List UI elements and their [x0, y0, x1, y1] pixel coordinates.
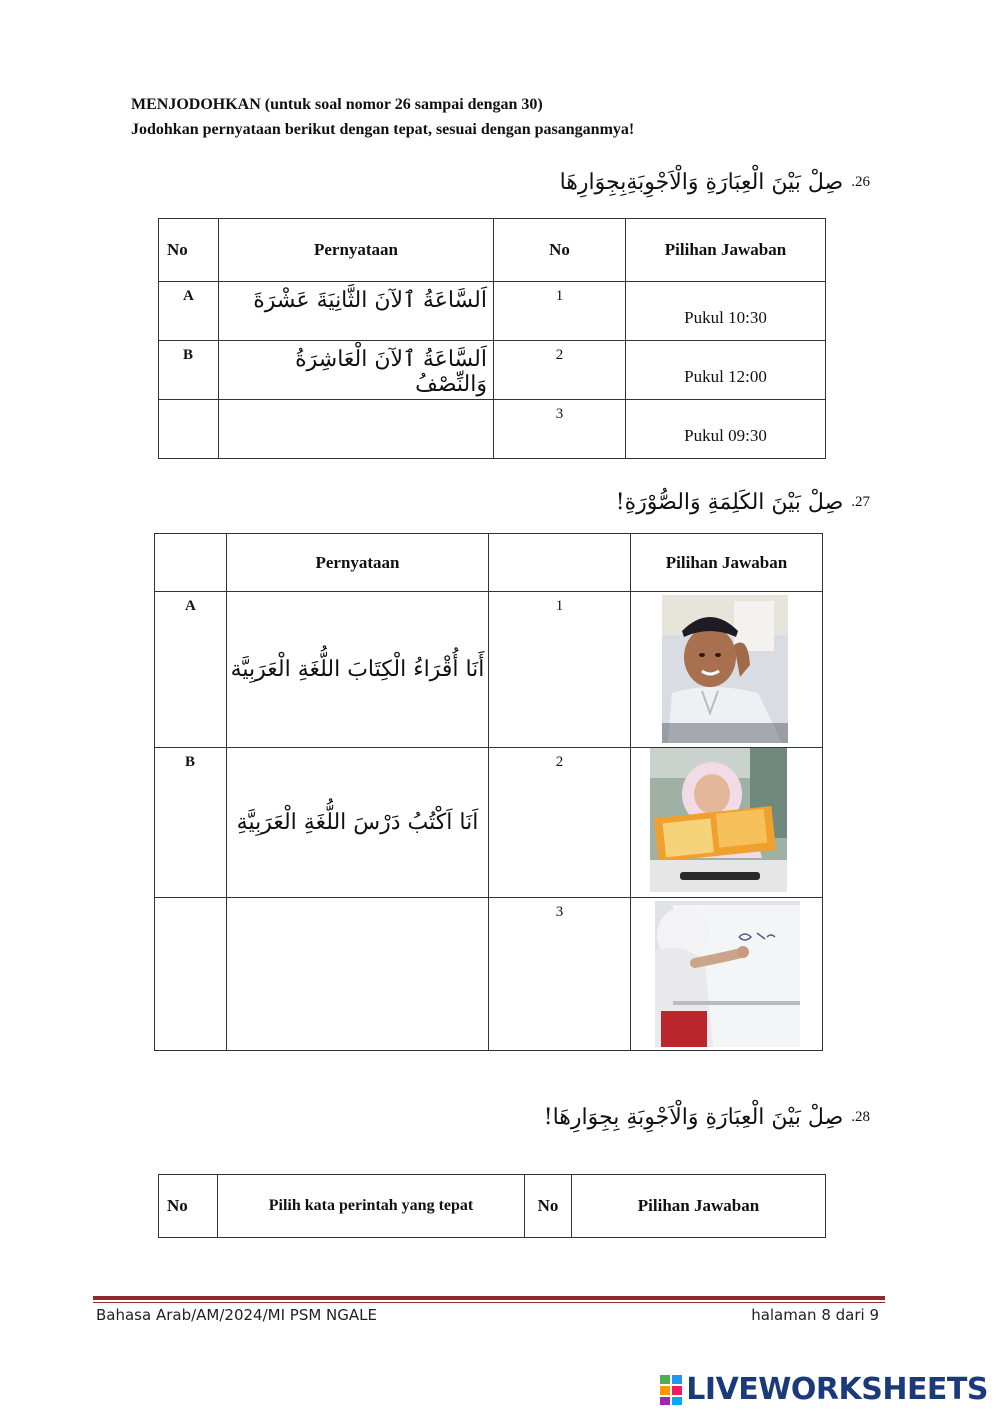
header-pernyataan: Pernyataan [227, 534, 489, 592]
question-28-instruction: صِلْ بَيْنَ الْعِبَارَةِ وَالْاَجْوِبَةِ بِجِوَارِهَا! [543, 1105, 844, 1130]
header-pilih-kata: Pilih kata perintah yang tepat [218, 1175, 525, 1238]
table-header-row [159, 1175, 826, 1238]
answer-number: 1 [555, 598, 564, 614]
row-label: A [183, 288, 194, 304]
row-label: B [183, 347, 194, 363]
answer-option[interactable]: Pukul 10:30 [626, 282, 826, 341]
question-27-instruction: صِلْ بَيْنَ الكَلِمَةِ وَالصُّوْرَةِ! [615, 490, 844, 515]
footer-page-number: halaman 8 dari 9 [751, 1306, 879, 1324]
table-header-row [159, 219, 826, 282]
header-no-2: No [525, 1175, 572, 1238]
question-27-number: .27 [851, 494, 870, 510]
statement-text[interactable]: اَلسَّاعَةُ ٱلآنَ الثَّانِيَةَ عَشْرَةَ [253, 288, 487, 313]
section-instruction: Jodohkan pernyataan berikut dengan tepat, sesuai dengan pasanganmya! [131, 121, 635, 138]
header-no: No [159, 1175, 218, 1238]
statement-text[interactable]: اَنَا اَكْتُبُ دَرْسَ اللُّغَةِ الْعَرَبِيَّةِ [227, 748, 489, 898]
question-26-number: .26 [851, 174, 870, 190]
header-no: No [159, 219, 219, 282]
statement-text [219, 400, 493, 406]
answer-number: 2 [555, 754, 564, 770]
statement-text [227, 898, 489, 1051]
answer-number: 3 [555, 406, 564, 422]
question-26-table [158, 218, 826, 459]
header-no-2: No [494, 219, 626, 282]
footer-divider [93, 1296, 885, 1300]
statement-text[interactable]: اَلسَّاعَةُ ٱلآنَ الْعَاشِرَةُ وَالنِّصْفُ [295, 347, 487, 397]
row-label [155, 898, 226, 904]
question-26-instruction: صِلْ بَيْنَ الْعِبَارَةِ وَالْاَجْوِبَةِبِجِوَارِهَا [559, 170, 844, 195]
table-row [159, 400, 826, 459]
header-pilihan-jawaban: Pilihan Jawaban [631, 534, 823, 592]
table-row [159, 341, 826, 400]
statement-text[interactable]: أَنَا أُقْرَاءُ الْكِتَابَ اللُّغَةِ الْعَرَبِيَّة [227, 592, 489, 748]
footer-left-text: Bahasa Arab/AM/2024/MI PSM NGALE [96, 1306, 377, 1324]
row-label: B [185, 754, 196, 770]
girl-reading-photo[interactable] [650, 748, 787, 892]
row-label: A [185, 598, 196, 614]
answer-option[interactable]: Pukul 12:00 [626, 341, 826, 400]
answer-number: 3 [555, 904, 564, 920]
answer-option[interactable]: Pukul 09:30 [626, 400, 826, 459]
section-title: MENJODOHKAN (untuk soal nomor 26 sampai dengan 30) [131, 96, 543, 113]
liveworksheets-logo-text: LIVEWORKSHEETS [686, 1372, 988, 1407]
row-label [159, 400, 218, 406]
header-pilihan-jawaban: Pilihan Jawaban [572, 1175, 826, 1238]
question-28-line [544, 1105, 870, 1130]
header-empty [155, 534, 227, 592]
table-header-row [155, 534, 823, 592]
boy-listening-photo[interactable] [662, 595, 788, 743]
header-pilihan-jawaban: Pilihan Jawaban [626, 219, 826, 282]
question-28-table [158, 1174, 826, 1238]
header-pernyataan: Pernyataan [219, 219, 494, 282]
liveworksheets-logo [660, 1372, 988, 1407]
question-27-line [616, 490, 870, 515]
answer-number: 2 [555, 347, 564, 363]
header-empty-2 [489, 534, 631, 592]
table-row [159, 282, 826, 341]
liveworksheets-logo-icon [660, 1375, 682, 1405]
question-28-number: .28 [851, 1109, 870, 1125]
student-writing-whiteboard-photo[interactable] [655, 901, 800, 1047]
question-26-line [560, 170, 870, 195]
answer-number: 1 [555, 288, 564, 304]
footer-divider-thin [93, 1302, 885, 1303]
